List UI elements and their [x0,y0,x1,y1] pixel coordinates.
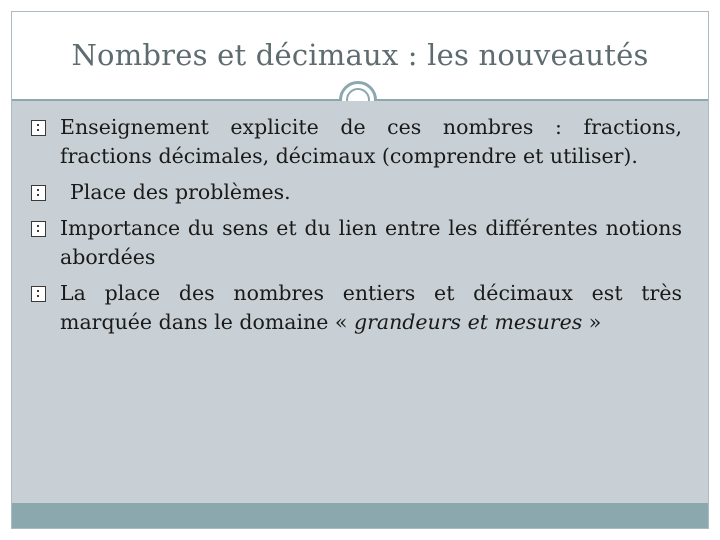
bullet-text: Place des problèmes. [70,180,291,204]
slide-title: Nombres et décimaux : les nouveautés [71,38,649,72]
bullet-text: Enseignement explicite de ces nombres : fractions, fractions décimales, décimaux (comprendre et utiliser). [60,115,682,168]
bullet-emphasis: grandeurs et mesures [353,310,583,334]
bullet-item [30,214,682,272]
bullet-list [30,113,682,344]
bullet-item [30,113,682,171]
slide-body [12,101,708,503]
bullet-item [30,279,682,337]
bullet-box-icon [31,185,46,201]
bullet-box-icon [31,221,46,237]
bullet-item [30,178,682,207]
bullet-box-icon [31,286,46,302]
bullet-box-icon [31,120,46,136]
bullet-text-end: » [582,310,602,334]
slide [11,11,709,529]
footer-bar [12,503,708,528]
bullet-text: La place des nombres entiers et décimaux est très marquée dans le domaine « [60,281,682,334]
bullet-text: Importance du sens et du lien entre les différentes notions abordées [60,216,682,269]
